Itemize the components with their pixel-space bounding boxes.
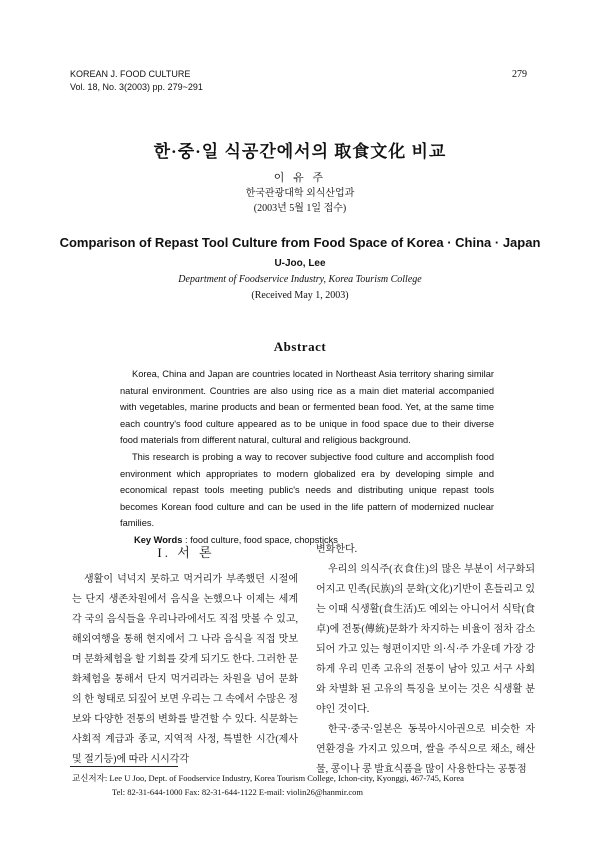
- volume-line: Vol. 18, No. 3(2003) pp. 279~291: [70, 82, 203, 92]
- journal-name: KOREAN J. FOOD CULTURE: [70, 69, 191, 79]
- abstract-body: [120, 366, 494, 549]
- korean-title: 한·중·일 식공간에서의 取食文化 비교: [153, 142, 447, 161]
- footnote-divider: [70, 766, 178, 767]
- body-paragraph: 생활이 넉넉지 못하고 먹거리가 부족했던 시절에는 단지 생존차원에서 음식을 논했으나 이제는 세계 각 국의 음식들을 우리나라에서도 직접 맛볼 수 있고, 해외여행을 통해 현지에서 그 나라 음식을 직접 맛보며 문화체험을 할 기회를 갖게 되기도 한다. 그러한 문화체험을 통해서 단지 먹거리라는 차원을 넘어 문화의 한 형태로 되짚어 보면 우리는 그 속에서 수많은 정보와 다양한 전통의 변화를 발견할 수 있다. 식문화는 사회적 계급과 종교, 지역적 사정, 특별한 시간(제사 및 절기등)에 따라 시시각각: [72, 574, 298, 765]
- korean-author: 이 유 주: [273, 172, 327, 184]
- english-author: U-Joo, Lee: [274, 258, 326, 269]
- journal-header: [70, 68, 203, 94]
- abstract-heading: Abstract: [273, 339, 327, 354]
- english-received-date: (Received May 1, 2003): [251, 290, 349, 301]
- korean-received-date: (2003년 5월 1일 접수): [253, 203, 347, 214]
- english-affiliation: Department of Foodservice Industry, Korea Tourism College: [178, 274, 422, 285]
- abstract-paragraph-1: Korea, China and Japan are countries located in Northeast Asia territory sharing similar natural environment. Countries are also using rice as a main diet material accompanied with vegetables, marine products and bean or fermented bean food. Yet, at the same time each country's food culture appeared as to be unique in food space due to their diverse food materials from different natural, cultural and religious background.: [120, 369, 494, 446]
- body-column-right: [316, 540, 535, 780]
- body-paragraph: 우리의 의식주(衣食住)의 많은 부분이 서구화되어지고 민족(民族)의 문화(文化)기반이 흔들리고 있는 이때 식생활(食生活)도 예외는 아니어서 식탁(食卓)에 전통(傳統)문화가 차지하는 비율이 점차 감소되어 가고 있는 형편이지만 의·식·주 가운데 가장 강하게 우리 민족 고유의 전통이 남아 있고 서구 사회와 차별화 된 고유의 특징을 보이는 것은 식생활 분야인 것이다.: [316, 564, 535, 715]
- footnote-line-1: 교신저자: Lee U Joo, Dept. of Foodservice Industry, Korea Tourism College, Ichon-city, Kyonggi, 467-745, Korea: [72, 773, 464, 783]
- section-title: I. 서 론: [157, 545, 215, 560]
- page-number: 279: [512, 69, 527, 80]
- korean-affiliation: 한국관광대학 외식산업과: [245, 188, 355, 199]
- body-paragraph-continuation: 변화한다.: [316, 544, 358, 555]
- english-title: Comparison of Repast Tool Culture from Food Space of Korea · China · Japan: [59, 235, 541, 250]
- body-paragraph: 한국·중국·일본은 동북아시아권으로 비슷한 자연환경을 가지고 있으며, 쌀을 주식으로 채소, 해산물, 콩이나 콩 발효식품을 많이 사용한다는 공통점: [316, 724, 535, 775]
- keywords-label: Key Words: [134, 534, 183, 545]
- footnote: [72, 771, 464, 799]
- keywords-text: : food culture, food space, chopsticks: [182, 534, 338, 545]
- footnote-line-2: Tel: 82-31-644-1000 Fax: 82-31-644-1122 E-mail: violin26@hanmir.com: [112, 787, 364, 797]
- abstract-paragraph-2: This research is probing a way to recover subjective food culture and accomplish food environment which appropriates to modern globalized era by developing simple and economical repast tools meeting public's needs and distributing unique repast tools becomes Korean food culture and can be used in the life pattern of modernized nuclear families.: [120, 451, 494, 529]
- body-column-left: [72, 570, 298, 770]
